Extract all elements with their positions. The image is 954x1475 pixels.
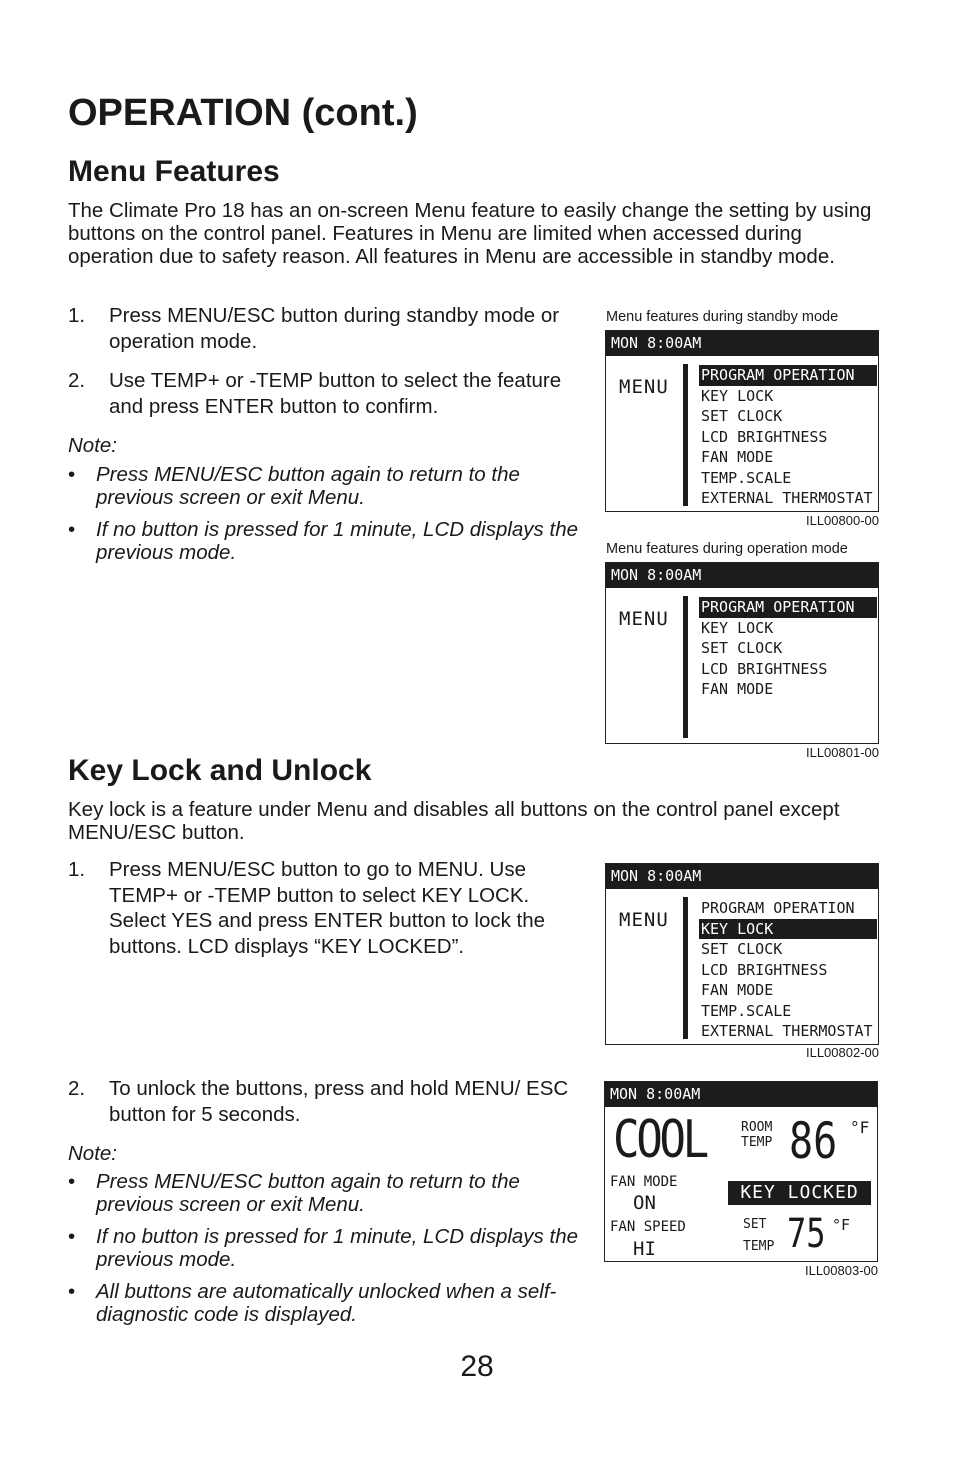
- lcd-menu-item: PROGRAM OPERATION: [701, 899, 855, 917]
- temp-label-line: TEMP: [743, 1239, 775, 1254]
- figure-code: ILL00801-00: [805, 745, 879, 760]
- lcd-key-locked-display: [604, 1081, 878, 1262]
- note-text: If no button is pressed for 1 minute, LCD displays the previous mode.: [96, 518, 579, 564]
- figure-code: ILL00803-00: [804, 1263, 878, 1278]
- lcd-menu-item: EXTERNAL THERMOSTAT: [701, 1022, 873, 1040]
- lcd-operation-menu: [605, 562, 879, 744]
- lcd-room-temp-label: [741, 1120, 772, 1150]
- lcd-key-locked-badge: KEY LOCKED: [728, 1181, 871, 1205]
- figure-caption: Menu features during standby mode: [606, 309, 839, 325]
- lcd-clock: MON 8:00AM: [606, 331, 878, 356]
- figure-code: ILL00800-00: [805, 513, 879, 528]
- lcd-menu-item: FAN MODE: [701, 981, 774, 999]
- note-text: If no button is pressed for 1 minute, LCD displays the previous mode.: [96, 1225, 579, 1271]
- lcd-set-temp-label: [743, 1214, 774, 1258]
- lcd-fan-mode-label: FAN MODE: [610, 1174, 678, 1190]
- lcd-set-temp-value: 75: [787, 1211, 826, 1257]
- lcd-fan-speed-label: FAN SPEED: [610, 1219, 686, 1235]
- lcd-menu-item: SET CLOCK: [701, 639, 783, 657]
- lcd-mode-text: COOL: [613, 1110, 706, 1170]
- bullet-dot: •: [68, 518, 76, 541]
- lcd-menu-item: PROGRAM OPERATION: [699, 365, 877, 386]
- lcd-menu-item: SET CLOCK: [701, 940, 783, 958]
- lcd-menu-item: PROGRAM OPERATION: [699, 597, 877, 618]
- lcd-menu-item: EXTERNAL THERMOSTAT: [701, 489, 873, 507]
- set-label-line: SET: [743, 1217, 767, 1232]
- lcd-standby-menu: [605, 330, 879, 512]
- lcd-clock: MON 8:00AM: [605, 1082, 877, 1107]
- lcd-menu-list: [699, 597, 877, 700]
- lcd-menu-item: KEY LOCK: [701, 618, 774, 637]
- lcd-keylock-menu: [605, 863, 879, 1045]
- lcd-set-unit: °F: [832, 1216, 851, 1234]
- lcd-menu-word: MENU: [619, 608, 669, 630]
- lcd-fan-mode-value: ON: [633, 1192, 656, 1214]
- lcd-menu-item: FAN MODE: [701, 448, 774, 466]
- lcd-menu-item: FAN MODE: [701, 680, 774, 698]
- bullet-dot: •: [68, 1280, 76, 1303]
- lcd-menu-item: LCD BRIGHTNESS: [701, 960, 828, 979]
- lcd-menu-item: KEY LOCK: [699, 919, 877, 940]
- bullet-dot: •: [68, 1170, 76, 1193]
- step-number: 1.: [68, 304, 86, 327]
- lcd-menu-item: TEMP.SCALE: [701, 1001, 792, 1020]
- lcd-menu-item: LCD BRIGHTNESS: [701, 427, 828, 446]
- step-number: 2.: [68, 1077, 86, 1100]
- lcd-divider: [683, 897, 688, 1039]
- page-heading: OPERATION (cont.): [68, 92, 418, 134]
- note-label: Note:: [68, 434, 117, 457]
- key-lock-title: Key Lock and Unlock: [68, 754, 372, 787]
- lcd-divider: [683, 596, 688, 738]
- lcd-menu-list: [699, 898, 877, 1042]
- menu-features-title: Menu Features: [68, 155, 280, 188]
- step-text: To unlock the buttons, press and hold MENU/ ESC button for 5 seconds.: [109, 1077, 569, 1126]
- lcd-fan-speed-value: HI: [633, 1238, 656, 1260]
- step-text: Use TEMP+ or -TEMP button to select the feature and press ENTER button to confirm.: [109, 369, 562, 418]
- bullet-dot: •: [68, 1225, 76, 1248]
- lcd-menu-item: KEY LOCK: [701, 386, 774, 405]
- step-text: Press MENU/ESC button to go to MENU. Use TEMP+ or -TEMP button to select KEY LOCK. Select YES and press ENTER button to lock the buttons. LCD displays “KEY LOCKED”.: [109, 858, 546, 958]
- lcd-menu-word: MENU: [619, 909, 669, 931]
- note-text: Press MENU/ESC button again to return to the previous screen or exit Menu.: [96, 1170, 520, 1216]
- lcd-clock: MON 8:00AM: [606, 563, 878, 588]
- figure-caption: Menu features during operation mode: [606, 541, 848, 557]
- page-number: 28: [460, 1350, 494, 1383]
- key-lock-intro: Key lock is a feature under Menu and disables all buttons on the control panel except MENU/ESC button.: [68, 798, 840, 844]
- lcd-divider: [683, 364, 688, 506]
- lcd-menu-list: [699, 365, 877, 509]
- bullet-dot: •: [68, 463, 76, 486]
- lcd-menu-item: LCD BRIGHTNESS: [701, 659, 828, 678]
- lcd-room-unit: °F: [850, 1118, 870, 1137]
- note-text: All buttons are automatically unlocked when a self-diagnostic code is displayed.: [96, 1280, 557, 1326]
- step-number: 2.: [68, 369, 86, 392]
- lcd-clock: MON 8:00AM: [606, 864, 878, 889]
- room-label-line: ROOM: [741, 1120, 773, 1135]
- step-text: Press MENU/ESC button during standby mode or operation mode.: [109, 304, 560, 353]
- note-label: Note:: [68, 1142, 117, 1165]
- lcd-menu-word: MENU: [619, 376, 669, 398]
- figure-code: ILL00802-00: [805, 1045, 879, 1060]
- lcd-menu-item: SET CLOCK: [701, 407, 783, 425]
- step-number: 1.: [68, 858, 86, 881]
- temp-label-line: TEMP: [741, 1135, 773, 1150]
- lcd-room-temp-value: 86: [789, 1112, 838, 1170]
- menu-features-intro: The Climate Pro 18 has an on-screen Menu feature to easily change the setting by using buttons on the control panel. Features in Menu are limited when accessed during operation due to safety reason. All features in Menu are accessible in standby mode.: [68, 199, 872, 268]
- note-text: Press MENU/ESC button again to return to the previous screen or exit Menu.: [96, 463, 520, 509]
- lcd-menu-item: TEMP.SCALE: [701, 468, 792, 487]
